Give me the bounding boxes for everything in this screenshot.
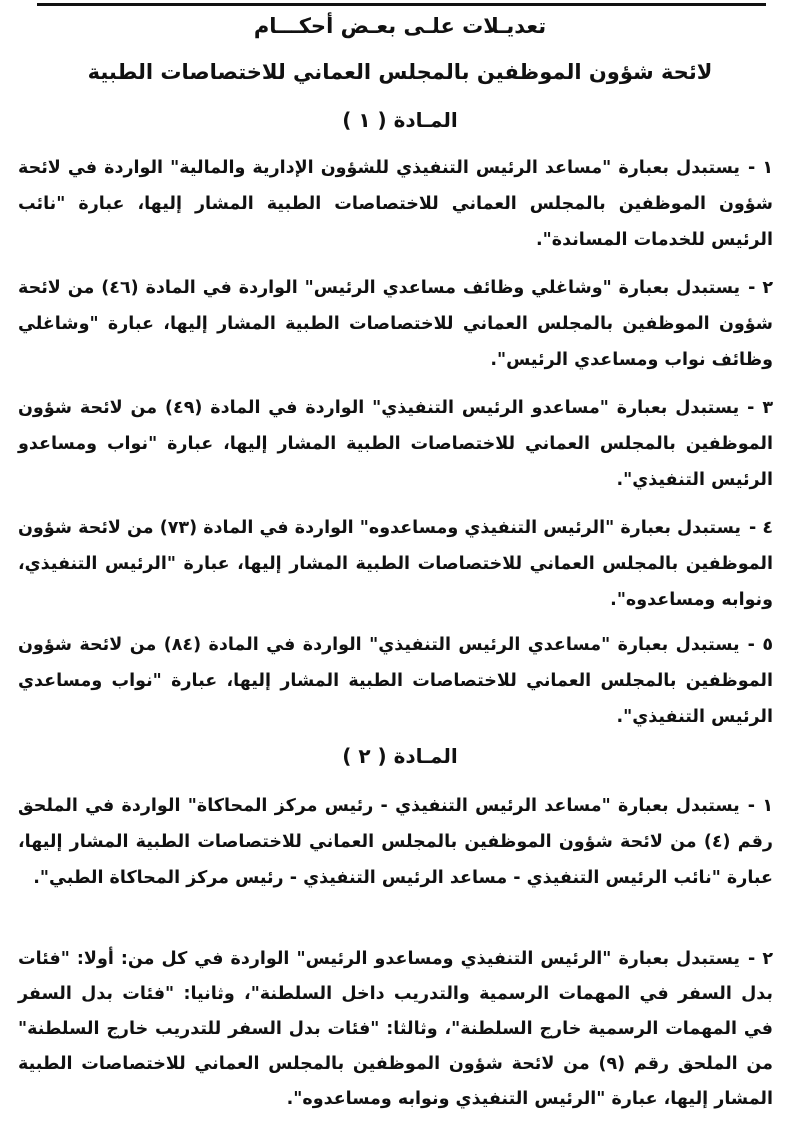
item-number: ٣ -: [747, 398, 773, 418]
article-2-item-1: [18, 788, 773, 896]
item-number: ١ -: [747, 796, 773, 816]
article-1-item-3: [18, 390, 773, 498]
item-number: ٢ -: [748, 949, 774, 969]
article-2-heading: المـادة ( ٢ ): [342, 744, 458, 768]
item-text: يستبدل بعبارة "مساعدو الرئيس التنفيذي" الواردة في المادة (٤٩) من لائحة شؤون الموظفين بالمجلس العماني للاختصاصات الطبية المشار إليها، عبارة "نواب ومساعدو الرئيس التنفيذي".: [18, 398, 773, 490]
item-number: ١ -: [747, 158, 774, 178]
item-text: يستبدل بعبارة "وشاغلي وظائف مساعدي الرئيس" الواردة في المادة (٤٦) من لائحة شؤون الموظفين بالمجلس العماني للاختصاصات الطبية المشار إليها، عبارة "وشاغلي وظائف نواب ومساعدي الرئيس".: [18, 278, 773, 370]
item-number: ٢ -: [748, 278, 774, 298]
document-title: تعديـلات علـى بعـض أحكـــام: [253, 14, 547, 38]
article-1-item-5: [18, 627, 773, 735]
document-subtitle: لائحة شؤون الموظفين بالمجلس العماني للاختصاصات الطبية: [87, 60, 713, 84]
item-number: ٤ -: [748, 518, 774, 538]
article-2-item-2: [18, 942, 773, 1117]
article-1-item-1: [18, 150, 773, 258]
item-text: يستبدل بعبارة "مساعد الرئيس التنفيذي - رئيس مركز المحاكاة" الواردة في الملحق رقم (٤) من لائحة شؤون الموظفين بالمجلس العماني للاختصاصات الطبية المشار إليها، عبارة "نائب الرئيس التنفيذي - مساعد الرئيس التنفيذي - رئيس مركز المحاكاة الطبي".: [18, 796, 773, 888]
top-rule: [37, 3, 766, 6]
article-1-item-2: [18, 270, 773, 378]
item-number: ٥ -: [747, 635, 773, 655]
item-text: يستبدل بعبارة "الرئيس التنفيذي ومساعدوه" الواردة في المادة (٧٣) من لائحة شؤون الموظفين بالمجلس العماني للاختصاصات الطبية المشار إليها، عبارة "الرئيس التنفيذي، ونوابه ومساعدوه".: [18, 518, 773, 610]
article-1-item-4: [18, 510, 773, 618]
item-text: يستبدل بعبارة "الرئيس التنفيذي ومساعدو الرئيس" الواردة في كل من: أولا: "فئات بدل السفر في المهمات الرسمية والتدريب داخل السلطنة"، وثانيا: "فئات بدل السفر في المهمات الرسمية خارج السلطنة"، وثالثا: "فئات بدل السفر للتدريب خارج السلطنة" من الملحق رقم (٩) من لائحة شؤون الموظفين بالمجلس العماني للاختصاصات الطبية المشار إليها، عبارة "الرئيس التنفيذي ونوابه ومساعدوه".: [18, 949, 773, 1109]
item-text: يستبدل بعبارة "مساعد الرئيس التنفيذي للشؤون الإدارية والمالية" الواردة في لائحة شؤون الموظفين بالمجلس العماني للاختصاصات الطبية المشار إليها، عبارة "نائب الرئيس للخدمات المساندة".: [18, 158, 773, 250]
article-1-heading: المـادة ( ١ ): [342, 108, 458, 132]
item-text: يستبدل بعبارة "مساعدي الرئيس التنفيذي" الواردة في المادة (٨٤) من لائحة شؤون الموظفين بالمجلس العماني للاختصاصات الطبية المشار إليها، عبارة "نواب ومساعدي الرئيس التنفيذي".: [18, 635, 773, 727]
